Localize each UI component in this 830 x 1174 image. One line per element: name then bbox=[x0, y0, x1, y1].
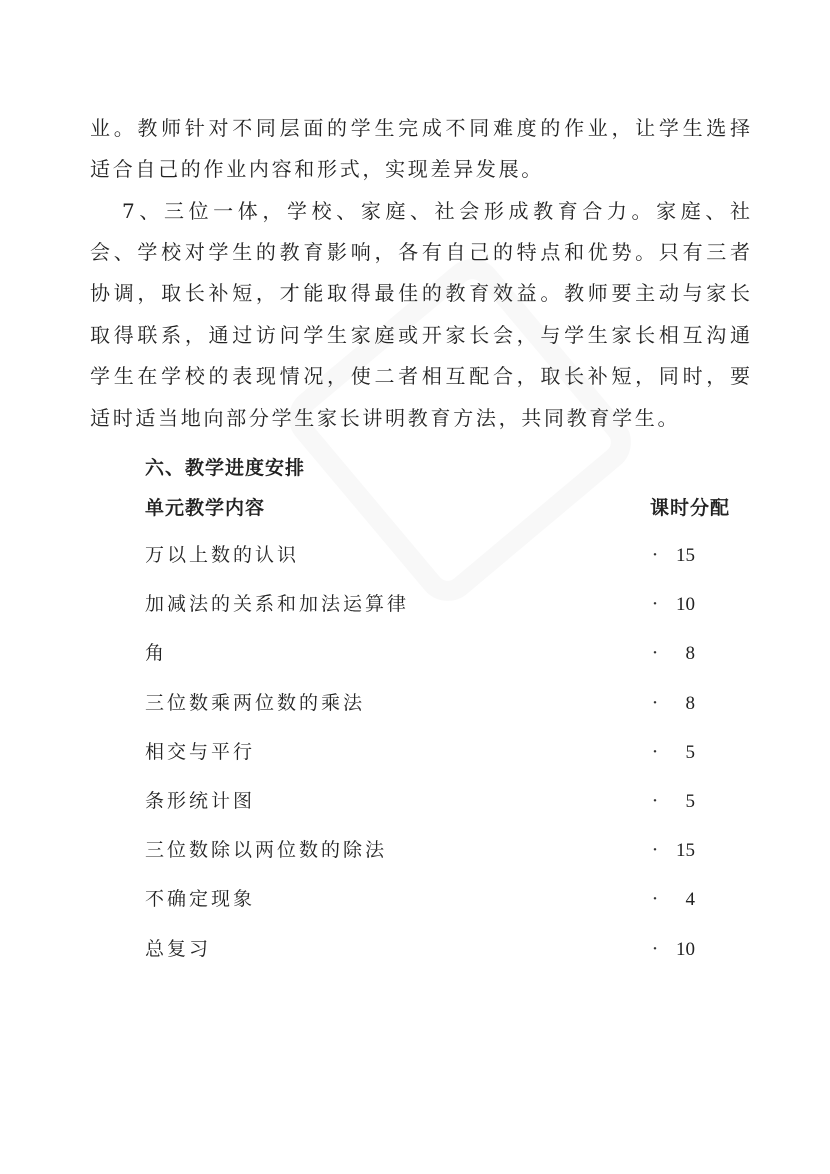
class-hours: 10 bbox=[676, 938, 695, 960]
leader-dots: · bbox=[651, 593, 667, 616]
paragraph-line: 7、三位一体，学校、家庭、社会形成教育合力。家庭、社 bbox=[122, 199, 750, 223]
unit-name: 角 bbox=[145, 642, 168, 665]
class-hours: 15 bbox=[676, 545, 695, 566]
table-row bbox=[145, 786, 695, 817]
paragraph-line: 业。教师针对不同层面的学生完成不同难度的作业，让学生选择 bbox=[90, 116, 750, 140]
unit-name: 加减法的关系和加法运算律 bbox=[145, 593, 410, 616]
table-row bbox=[145, 540, 695, 571]
class-hours: 8 bbox=[685, 643, 695, 665]
header-unit: 单元教学内容 bbox=[145, 497, 266, 519]
unit-name: 相交与平行 bbox=[145, 740, 256, 763]
unit-name: 条形统计图 bbox=[145, 790, 256, 812]
table-row bbox=[145, 835, 695, 866]
table-header bbox=[145, 493, 730, 523]
table-row bbox=[145, 638, 695, 669]
class-hours: 15 bbox=[676, 840, 695, 862]
class-hours: 8 bbox=[685, 692, 695, 714]
leader-dots: · bbox=[651, 888, 667, 911]
table-row bbox=[145, 688, 695, 719]
table-row bbox=[145, 589, 695, 620]
leader-dots: · bbox=[651, 544, 667, 566]
table-row bbox=[145, 934, 695, 965]
leader-dots: · bbox=[651, 937, 667, 960]
leader-dots: · bbox=[651, 691, 667, 714]
unit-name: 三位数乘两位数的乘法 bbox=[145, 691, 366, 714]
table-row bbox=[145, 737, 695, 768]
paragraph-line: 会、学校对学生的教育影响，各有自己的特点和优势。只有三者 bbox=[90, 240, 750, 264]
paragraph-line: 适时适当地向部分学生家长讲明教育方法，共同教育学生。 bbox=[90, 406, 681, 430]
unit-name: 不确定现象 bbox=[145, 888, 256, 911]
class-hours: 5 bbox=[685, 791, 695, 812]
leader-dots: · bbox=[651, 839, 667, 862]
table-row bbox=[145, 884, 695, 915]
section-heading: 六、教学进度安排 bbox=[145, 457, 306, 479]
unit-name: 万以上数的认识 bbox=[145, 544, 300, 566]
unit-name: 总复习 bbox=[145, 937, 212, 960]
leader-dots: · bbox=[651, 642, 667, 665]
header-hours: 课时分配 bbox=[649, 497, 730, 519]
class-hours: 4 bbox=[685, 889, 695, 911]
leader-dots: · bbox=[651, 790, 667, 812]
paragraph-line: 协调，取长补短，才能取得最佳的教育效益。教师要主动与家长 bbox=[90, 281, 750, 305]
leader-dots: · bbox=[651, 740, 667, 763]
paragraph-line: 适合自己的作业内容和形式，实现差异发展。 bbox=[90, 157, 544, 181]
unit-name: 三位数除以两位数的除法 bbox=[145, 839, 388, 862]
class-hours: 5 bbox=[685, 741, 695, 763]
paragraph-line: 取得联系，通过访问学生家庭或开家长会，与学生家长相互沟通 bbox=[90, 323, 750, 347]
paragraph-line: 学生在学校的表现情况，使二者相互配合，取长补短，同时，要 bbox=[90, 364, 750, 388]
class-hours: 10 bbox=[676, 594, 695, 616]
